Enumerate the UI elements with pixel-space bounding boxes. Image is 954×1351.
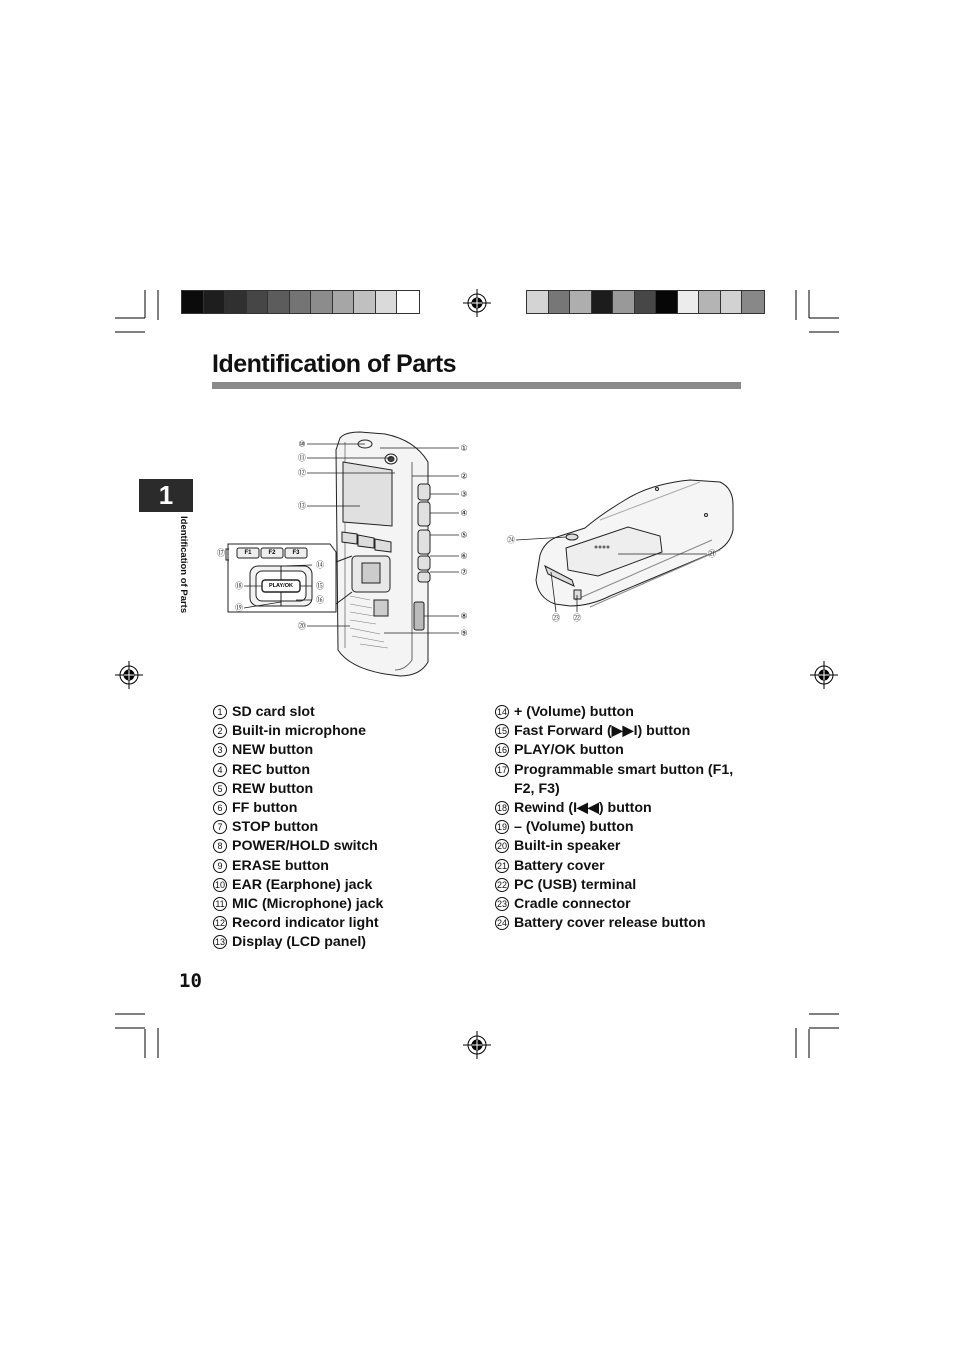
circled-number-icon: 17 (496, 764, 507, 775)
callout-24: ㉔ (507, 535, 515, 545)
part-label: NEW button (232, 742, 314, 759)
part-item (495, 741, 747, 760)
part-item (495, 837, 747, 856)
circled-number-icon: 5 (213, 782, 227, 796)
callout-12: ⑫ (298, 468, 306, 478)
circled-number-icon: 19 (496, 822, 507, 833)
callout-5: ⑤ (460, 530, 468, 540)
part-item (495, 914, 747, 933)
callout-14: ⑭ (316, 560, 324, 570)
circled-number-icon: 18 (496, 802, 507, 813)
part-item (495, 703, 747, 722)
callout-13: ⑬ (298, 501, 306, 511)
f2-key-label: F2 (268, 550, 276, 556)
part-label: STOP button (232, 819, 319, 836)
part-label: EAR (Earphone) jack (232, 876, 373, 893)
part-item (213, 933, 468, 952)
part-item (495, 895, 747, 914)
part-item (213, 799, 468, 818)
callout-17: ⑰ (217, 548, 225, 558)
callout-7: ⑦ (460, 567, 468, 577)
circled-number-icon: 15 (496, 726, 507, 737)
page-title: Identification of Parts (212, 350, 457, 378)
part-label: MIC (Microphone) jack (232, 895, 384, 912)
circled-number-icon: 1 (213, 705, 227, 719)
part-item (495, 761, 747, 799)
part-item (213, 895, 468, 914)
part-item (213, 722, 468, 741)
circled-number-icon: 22 (496, 879, 507, 890)
part-label: Fast Forward (▶▶I) button (514, 723, 691, 740)
chapter-tab: 1 (139, 479, 193, 512)
f1-key-label: F1 (244, 550, 252, 556)
part-item (495, 722, 747, 741)
part-label: Record indicator light (232, 915, 379, 932)
circled-number-icon: 13 (214, 937, 225, 948)
callout-20: ⑳ (298, 621, 306, 631)
part-label: SD card slot (232, 704, 315, 720)
circled-number-icon: 14 (496, 707, 507, 717)
callout-21: ㉑ (708, 549, 716, 559)
part-item (495, 799, 747, 818)
circled-number-icon: 7 (213, 820, 227, 834)
part-item (495, 876, 747, 895)
part-label: – (Volume) button (514, 819, 634, 836)
part-label: Programmable smart button (F1, F2, F3) (514, 761, 734, 797)
part-label: PLAY/OK button (514, 742, 624, 759)
circled-number-icon: 21 (496, 860, 507, 871)
part-label: Rewind (I◀◀) button (514, 799, 652, 816)
callout-11: ⑪ (298, 453, 306, 463)
part-item (213, 780, 468, 799)
page-number: 10 (179, 970, 202, 992)
circled-number-icon: 11 (213, 897, 227, 911)
callout-19: ⑲ (235, 603, 243, 613)
part-label: POWER/HOLD switch (232, 838, 378, 855)
circled-number-icon: 9 (213, 859, 227, 873)
part-label: FF button (232, 799, 298, 816)
circled-number-icon: 16 (496, 745, 507, 756)
part-label: Built-in speaker (514, 838, 621, 855)
callout-1: ① (460, 443, 468, 453)
f3-key-label: F3 (292, 550, 300, 556)
circled-number-icon: 6 (213, 801, 227, 815)
callout-18: ⑱ (235, 581, 243, 591)
part-item (213, 703, 468, 722)
callout-22: ㉒ (573, 613, 581, 623)
circled-number-icon: 3 (213, 743, 227, 757)
part-label: + (Volume) button (514, 704, 634, 720)
callout-4: ④ (460, 508, 468, 518)
callout-3: ③ (460, 489, 468, 499)
circled-number-icon: 10 (214, 879, 225, 890)
part-item (495, 818, 747, 837)
part-label: REW button (232, 780, 314, 797)
circled-number-icon: 12 (214, 918, 225, 929)
circled-number-icon: 8 (213, 839, 227, 853)
part-item (213, 914, 468, 933)
part-item (495, 857, 747, 876)
part-item (213, 818, 468, 837)
circled-number-icon: 23 (496, 898, 507, 909)
part-item (213, 857, 468, 876)
circled-number-icon: 24 (496, 918, 507, 929)
circled-number-icon: 20 (496, 841, 507, 852)
part-label: PC (USB) terminal (514, 876, 637, 893)
callout-9: ⑨ (460, 628, 468, 638)
callout-2: ② (460, 471, 468, 481)
part-label: ERASE button (232, 857, 329, 874)
play-ok-key-label: PLAY/OK (269, 583, 293, 589)
chapter-side-label-text: Identification of Parts (178, 516, 189, 614)
circled-number-icon: 2 (213, 724, 227, 738)
callout-15: ⑮ (316, 581, 324, 591)
callout-8: ⑧ (460, 611, 468, 621)
parts-list-right (495, 703, 747, 933)
callout-23: ㉓ (552, 613, 560, 623)
circled-number-icon: 4 (213, 763, 227, 777)
part-item (213, 761, 468, 780)
part-label: Cradle connector (514, 895, 631, 912)
part-label: Display (LCD panel) (232, 934, 367, 951)
parts-list-left (213, 703, 468, 952)
part-label: REC button (232, 761, 311, 778)
part-label: Battery cover release button (514, 915, 706, 932)
part-item (213, 876, 468, 895)
part-label: Built-in microphone (232, 723, 366, 740)
part-label: Battery cover (514, 857, 605, 874)
callout-16: ⑯ (316, 595, 324, 605)
part-item (213, 837, 468, 856)
callout-10: ⑩ (298, 439, 306, 449)
part-item (213, 741, 468, 760)
callout-6: ⑥ (460, 551, 468, 561)
